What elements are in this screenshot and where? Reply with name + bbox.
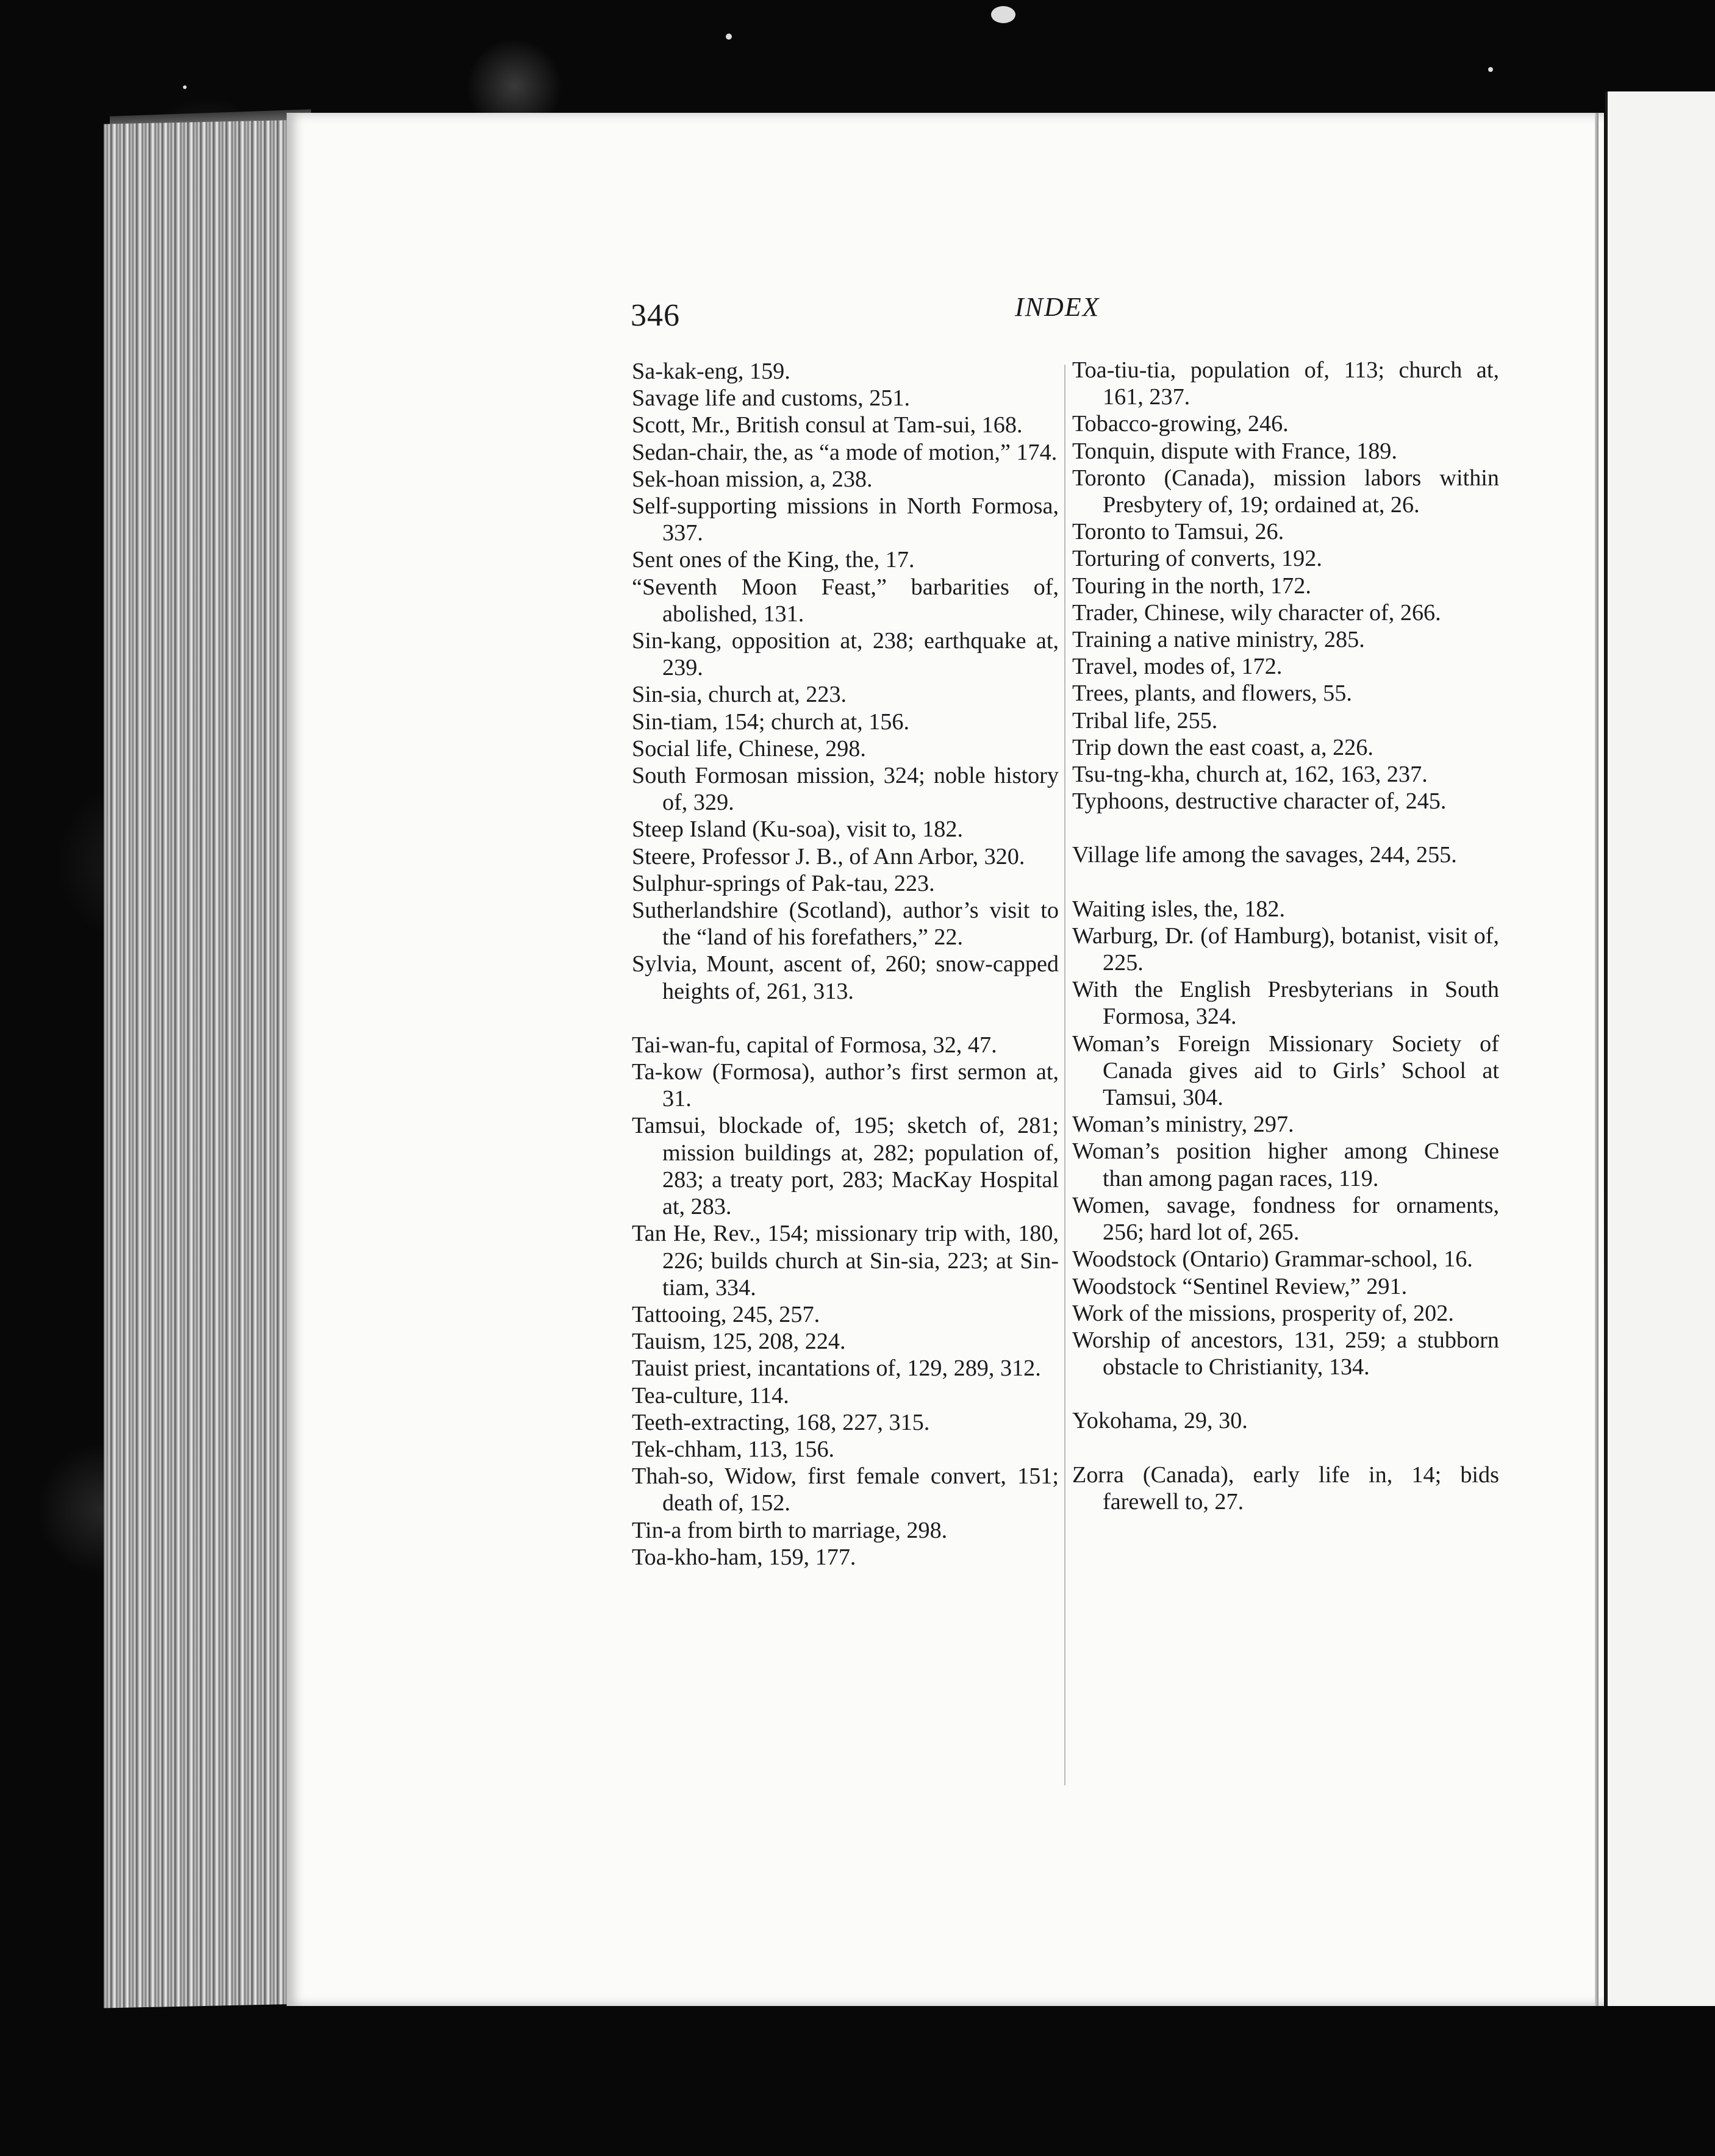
index-entry: With the English Presbyterians in South Formosa, 324.	[1072, 977, 1499, 1030]
page-number: 346	[631, 298, 680, 333]
index-entry: Waiting isles, the, 182.	[1072, 896, 1286, 922]
index-entry: Sek-hoan mission, a, 238.	[632, 466, 873, 492]
index-entry: Woodstock (Ontario) Grammar-school, 16.	[1072, 1246, 1473, 1273]
index-entry: Savage life and customs, 251.	[632, 385, 911, 412]
index-entry: Woman’s Foreign Missionary Society of Canada gives aid to Girls’ School at Tamsui, 304.	[1072, 1030, 1499, 1111]
index-entry: Social life, Chinese, 298.	[632, 735, 866, 762]
index-entry: Touring in the north, 172.	[1072, 573, 1311, 599]
index-entry: Warburg, Dr. (of Hamburg), botanist, visit of, 225.	[1072, 923, 1499, 976]
index-entry: Sin-sia, church at, 223.	[632, 682, 847, 708]
facing-page-strip	[1605, 91, 1715, 2006]
index-entry: Tattooing, 245, 257.	[632, 1301, 820, 1327]
index-entry: Toronto (Canada), mission labors within Presbytery of, 19; ordained at, 26.	[1072, 465, 1499, 518]
index-entry: Tonquin, dispute with France, 189.	[1072, 438, 1397, 464]
index-entry: Trip down the east coast, a, 226.	[1072, 734, 1373, 760]
index-entry: Sedan-chair, the, as “a mode of motion,” 174.	[632, 439, 1058, 465]
index-entry: Steere, Professor J. B., of Ann Arbor, 320.	[632, 843, 1025, 869]
index-entry: South Formosan mission, 324; noble history of, 329.	[632, 763, 1059, 816]
index-entry: Thah-so, Widow, first female convert, 151; death of, 152.	[632, 1463, 1059, 1516]
index-entry: Sent ones of the King, the, 17.	[632, 547, 915, 573]
index-entry: Tsu-tng-kha, church at, 162, 163, 237.	[1072, 762, 1428, 788]
book-fore-edge	[104, 120, 305, 2008]
index-entry: Tribal life, 255.	[1072, 707, 1218, 734]
index-entry: Sylvia, Mount, ascent of, 260; snow-capped heights of, 261, 313.	[632, 951, 1059, 1004]
running-head: INDEX	[1015, 292, 1100, 322]
index-entry: Sulphur-springs of Pak-tau, 223.	[632, 870, 935, 896]
index-entry: Trader, Chinese, wily character of, 266.	[1072, 599, 1441, 626]
index-entry: Woman’s position higher among Chinese than among pagan races, 119.	[1072, 1138, 1499, 1191]
index-entry: Tek-chham, 113, 156.	[632, 1436, 835, 1462]
index-entry: Sin-kang, opposition at, 238; earthquake at, 239.	[632, 628, 1059, 681]
index-entry: Toa-tiu-tia, population of, 113; church at, 161, 237.	[1072, 357, 1499, 410]
index-entry: Tea-culture, 114.	[632, 1382, 789, 1408]
index-entry: Tobacco-growing, 246.	[1072, 411, 1289, 437]
index-entry: Tin-a from birth to marriage, 298.	[632, 1517, 948, 1543]
index-entry: “Seventh Moon Feast,” barbarities of, abolished, 131.	[632, 574, 1059, 627]
index-entry: Scott, Mr., British consul at Tam-sui, 168.	[632, 412, 1023, 438]
index-entry: Toronto to Tamsui, 26.	[1072, 519, 1284, 545]
dust-speck	[183, 85, 187, 89]
page-gutter	[1595, 113, 1599, 2006]
index-entry: Teeth-extracting, 168, 227, 315.	[632, 1409, 930, 1435]
index-entry: Training a native ministry, 285.	[1072, 627, 1365, 653]
column-divider	[1064, 365, 1065, 1785]
index-entry: Women, savage, fondness for ornaments, 256; hard lot of, 265.	[1072, 1192, 1499, 1246]
index-column-right	[1072, 357, 1499, 1515]
index-entry: Yokohama, 29, 30.	[1072, 1408, 1248, 1434]
index-entry: Woman’s ministry, 297.	[1072, 1112, 1294, 1138]
index-entry: Village life among the savages, 244, 255.	[1072, 842, 1457, 868]
index-entry: Toa-kho-ham, 159, 177.	[632, 1544, 856, 1570]
index-entry: Sutherlandshire (Scotland), author’s visit to the “land of his forefathers,” 22.	[632, 898, 1059, 951]
index-entry: Steep Island (Ku-soa), visit to, 182.	[632, 816, 964, 843]
dust-speck	[991, 6, 1015, 23]
index-entry: Worship of ancestors, 131, 259; a stubborn obstacle to Christianity, 134.	[1072, 1327, 1499, 1380]
index-entry: Ta-kow (Formosa), author’s first sermon at, 31.	[632, 1059, 1059, 1112]
index-entry: Typhoons, destructive character of, 245.	[1072, 788, 1447, 815]
index-entry: Torturing of converts, 192.	[1072, 546, 1322, 572]
index-column-left	[632, 358, 1059, 1571]
index-entry: Tamsui, blockade of, 195; sketch of, 281; mission buildings at, 282; population of, 283; a treaty port, 283; MacKay Hospital at, 283.	[632, 1113, 1059, 1220]
index-entry: Woodstock “Sentinel Review,” 291.	[1072, 1273, 1408, 1299]
dust-speck	[726, 34, 732, 40]
index-entry: Tai-wan-fu, capital of Formosa, 32, 47.	[632, 1032, 997, 1058]
index-entry: Tan He, Rev., 154; missionary trip with, 180, 226; builds church at Sin-sia, 223; at Sin-tiam, 334.	[632, 1221, 1059, 1301]
index-entry: Travel, modes of, 172.	[1072, 654, 1283, 680]
index-entry: Sin-tiam, 154; church at, 156.	[632, 709, 909, 735]
index-entry: Tauist priest, incantations of, 129, 289, 312.	[632, 1355, 1041, 1382]
index-entry: Work of the missions, prosperity of, 202.	[1072, 1300, 1454, 1326]
index-entry: Sa-kak-eng, 159.	[632, 359, 790, 384]
index-entry: Zorra (Canada), early life in, 14; bids farewell to, 27.	[1072, 1462, 1499, 1515]
dust-speck	[1488, 67, 1493, 72]
index-entry: Self-supporting missions in North Formosa, 337.	[632, 493, 1059, 546]
index-entry: Trees, plants, and flowers, 55.	[1072, 680, 1352, 707]
index-entry: Tauism, 125, 208, 224.	[632, 1329, 846, 1355]
